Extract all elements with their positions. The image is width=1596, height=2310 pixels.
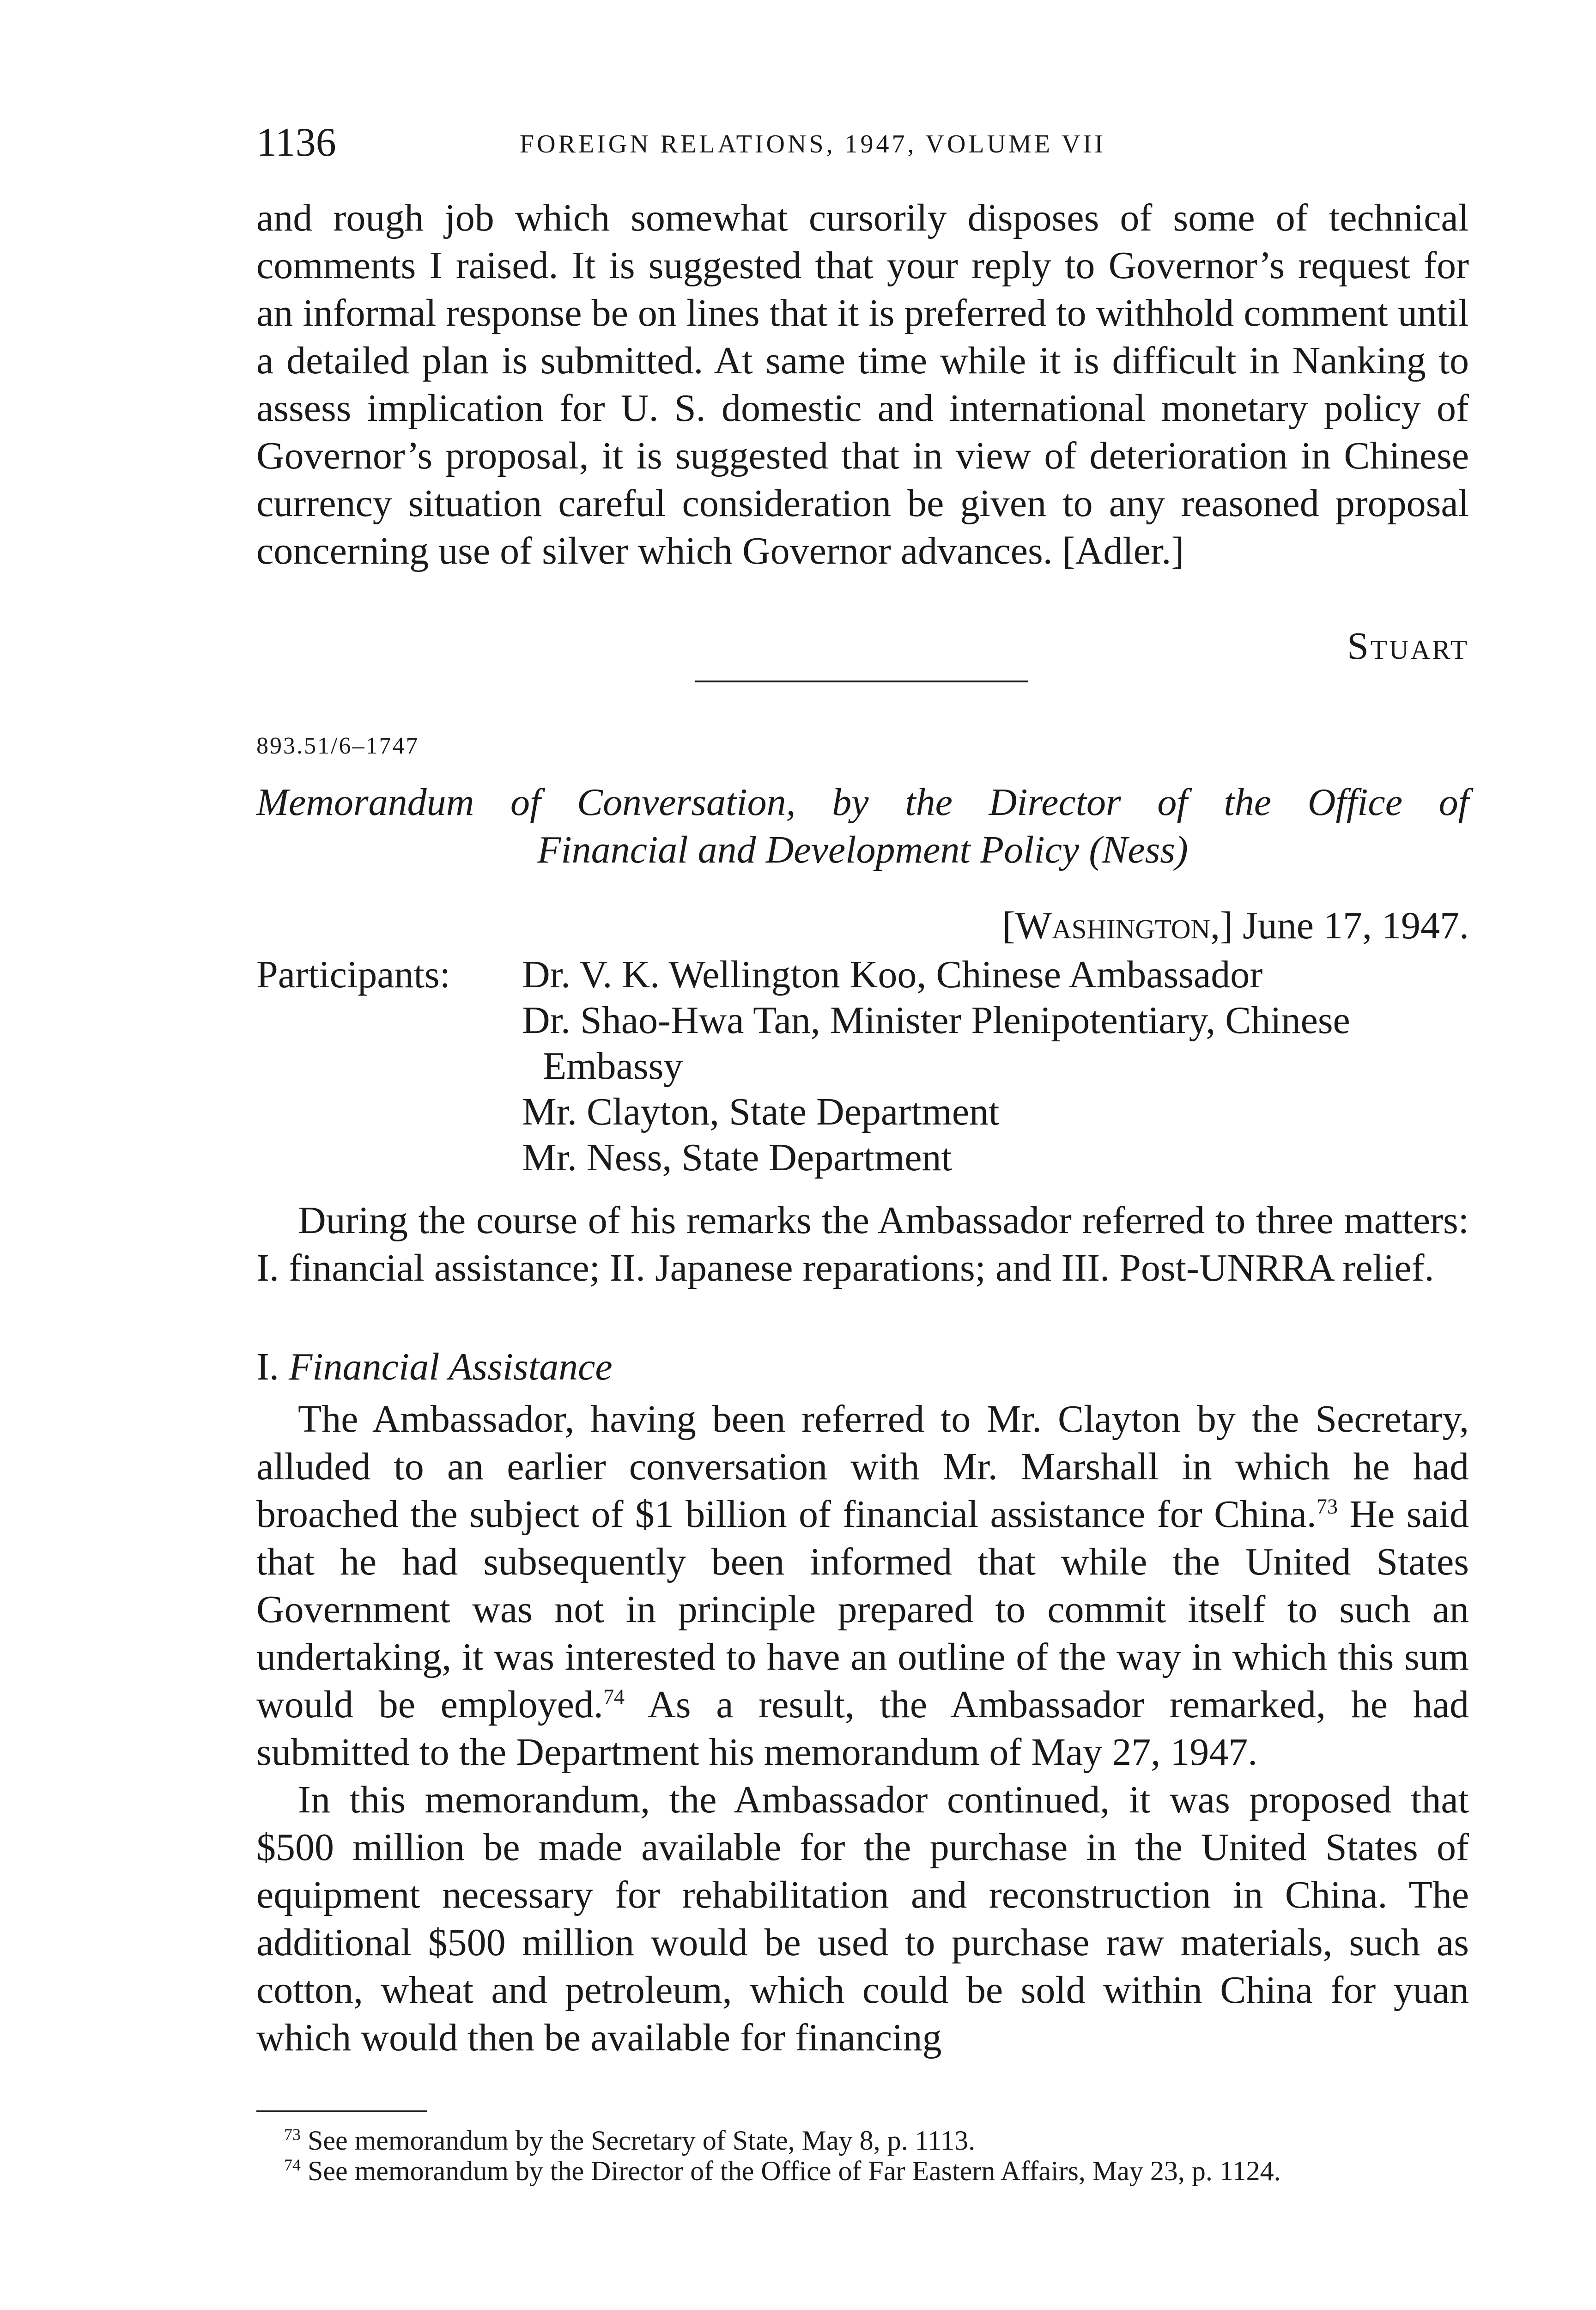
paragraph-text: The Ambassador, having been referred to Mr. Clayton by the Secretary, alluded to an earlier conversation with Mr. Marshall in which he had broached the subject of $1 billion of financial assistance for China.: [256, 1398, 1469, 1536]
document-title: [256, 778, 1469, 874]
document-title-line-1: Memorandum of Conversation, by the Director of the Office of: [256, 781, 1469, 824]
page-number: 1136: [256, 120, 336, 165]
dateline-place: [Washington,]: [1002, 904, 1233, 947]
signature: Stuart: [1347, 625, 1469, 668]
continued-telegram: [256, 194, 1469, 575]
footnote-mark: 73: [284, 2125, 301, 2144]
footnote: [256, 2156, 1469, 2186]
participants-label: Participants:: [256, 953, 450, 996]
dateline-date: June 17, 1947.: [1243, 904, 1469, 947]
dateline: [1002, 903, 1469, 948]
file-number: 893.51/6–1747: [256, 733, 419, 759]
participant-entry: Dr. Shao-Hwa Tan, Minister Plenipotentiary, Chinese Embassy: [522, 999, 1350, 1088]
continued-paragraph: and rough job which somewhat cursorily disposes of some of technical comments I raised. It is suggested that your reply to Governor’s request for an informal response be on lines that it is preferred to withhold comment until a detailed plan is submitted. At same time while it is difficult in Nanking to assess implication for U. S. domestic and international monetary policy of Governor’s proposal, it is suggested that in view of deterioration in Chinese currency situation careful consideration be given to any reasoned proposal concerning use of silver which Governor advances. [Adler.]: [256, 196, 1469, 572]
section-title: Financial Assistance: [288, 1345, 613, 1388]
participant-entry: Mr. Clayton, State Department: [522, 1090, 1000, 1133]
page-header: [256, 119, 1457, 170]
section-divider: [695, 681, 1028, 682]
intro-paragraph: During the course of his remarks the Ambassador referred to three matters: I. financial assistance; II. Japanese reparations; and III. Post-UNRRA relief.: [256, 1199, 1469, 1289]
participant-entry: Dr. V. K. Wellington Koo, Chinese Ambassador: [522, 953, 1263, 996]
intro-block: [256, 1197, 1469, 1292]
footnote-mark: 74: [284, 2156, 301, 2174]
paragraph-text: As a result, the Ambassador remarked, he had submitted to the Department his memorandum of May 27, 1947.: [256, 1683, 1469, 1774]
participants-list: [522, 952, 1492, 1180]
footnote-reference: 74: [603, 1685, 625, 1708]
document-title-line-2: Financial and Development Policy (Ness): [537, 828, 1188, 871]
footnote-divider: [256, 2110, 427, 2112]
footnote-text: See memorandum by the Director of the Office of Far Eastern Affairs, May 23, p. 1124.: [301, 2156, 1281, 2186]
paragraph-text: He said that he had subsequently been informed that while the United States Government was not in principle prepared to commit itself to such an undertaking, it was interested to have an outline of the way in which this sum would be employed.: [256, 1493, 1469, 1726]
running-head: FOREIGN RELATIONS, 1947, VOLUME VII: [520, 130, 1106, 158]
footnote-reference: 73: [1316, 1495, 1338, 1518]
participant-entry: Mr. Ness, State Department: [522, 1136, 952, 1179]
paragraph-memorandum-proposal: In this memorandum, the Ambassador continued, it was proposed that $500 million be made available for the purchase in the United States of equipment necessary for rehabilitation and reconstruction in China. The additional $500 million would be used to purchase raw materials, such as cotton, wheat and petroleum, which could be sold within China for yuan which would then be available for financing: [256, 1778, 1469, 2059]
footnote-text: See memorandum by the Secretary of State, May 8, p. 1113.: [301, 2125, 976, 2156]
section-body: [256, 1395, 1469, 2061]
section-heading: [256, 1344, 613, 1389]
footnotes: [256, 2125, 1469, 2186]
footnote: [256, 2125, 1469, 2156]
section-number: I.: [256, 1345, 279, 1388]
paragraph-financial-assistance: [256, 1395, 1469, 1776]
